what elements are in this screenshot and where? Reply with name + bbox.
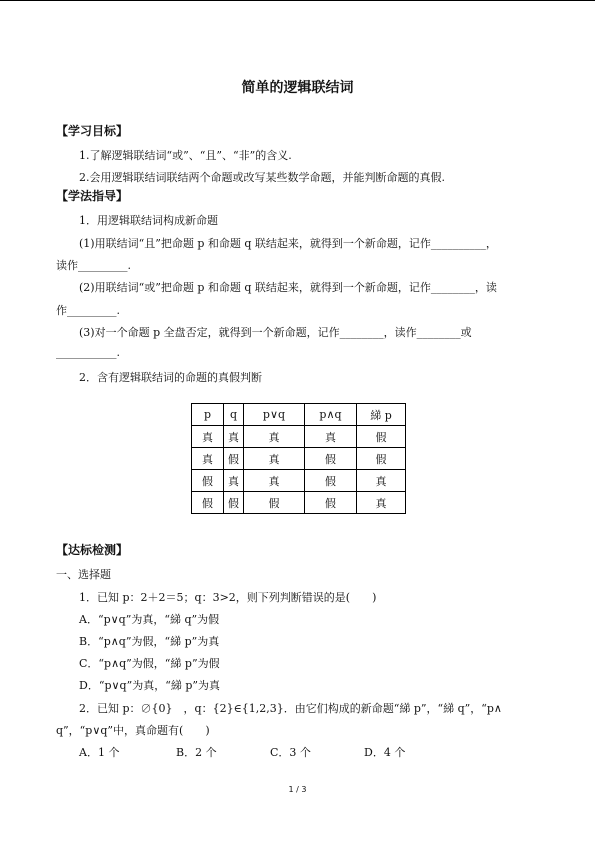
table-cell: 真 bbox=[192, 448, 224, 470]
answer-option: D．“p∨q”为真，“綈 p”为真 bbox=[79, 679, 220, 692]
guide-line: ___________. bbox=[56, 346, 120, 359]
answer-option: C．3 个 bbox=[270, 746, 311, 759]
table-cell: 真 bbox=[305, 426, 357, 448]
table-cell: 假 bbox=[357, 426, 406, 448]
guide-line: (1)用联结词“且”把命题 p 和命题 q 联结起来，就得到一个新命题，记作__________， bbox=[79, 237, 497, 250]
table-header-cell: p∧q bbox=[305, 404, 357, 426]
table-cell: 真 bbox=[192, 426, 224, 448]
table-cell: 真 bbox=[357, 492, 406, 514]
question-line: 一、选择题 bbox=[56, 568, 111, 581]
table-cell: 假 bbox=[192, 492, 224, 514]
table-cell: 真 bbox=[244, 470, 305, 492]
question-line: q”，“p∨q”中，真命题有( ) bbox=[56, 724, 210, 737]
section-heading-check: 【达标检测】 bbox=[56, 543, 129, 557]
goal-line: 2.会用逻辑联结词联结两个命题或改写某些数学命题，并能判断命题的真假. bbox=[79, 171, 445, 184]
table-cell: 真 bbox=[244, 426, 305, 448]
table-cell: 真 bbox=[224, 426, 244, 448]
table-header-cell: p bbox=[192, 404, 224, 426]
table-cell: 假 bbox=[224, 492, 244, 514]
table-header-cell: q bbox=[224, 404, 244, 426]
question-line: 1．已知 p：2＋2＝5；q：3>2，则下列判断错误的是( ) bbox=[79, 591, 377, 604]
section-heading-guide: 【学法指导】 bbox=[56, 189, 129, 203]
guide-line: 读作_________. bbox=[56, 259, 131, 272]
page-number: 1 / 3 bbox=[288, 785, 307, 794]
table-header-cell: 綈 p bbox=[357, 404, 406, 426]
table-row bbox=[192, 426, 406, 448]
table-cell: 假 bbox=[305, 470, 357, 492]
guide-line: 2．含有逻辑联结词的命题的真假判断 bbox=[79, 371, 262, 384]
table-header-row bbox=[192, 404, 406, 426]
answer-option: A．“p∨q”为真，“綈 q”为假 bbox=[79, 613, 220, 626]
question-line: 2．已知 p：∅{0} ，q：{2}∈{1,2,3}．由它们构成的新命题“綈 p”，“綈 q”，“p∧ bbox=[79, 702, 502, 715]
table-cell: 假 bbox=[357, 448, 406, 470]
answer-option: B．“p∧q”为假，“綈 p”为真 bbox=[79, 635, 220, 648]
guide-line: 1．用逻辑联结词构成新命题 bbox=[79, 214, 218, 227]
table-cell: 真 bbox=[357, 470, 406, 492]
table-row bbox=[192, 448, 406, 470]
table-cell: 假 bbox=[244, 492, 305, 514]
answer-option: A．1 个 bbox=[79, 746, 120, 759]
truth-table bbox=[191, 403, 406, 514]
answer-option: B．2 个 bbox=[176, 746, 217, 759]
table-cell: 假 bbox=[305, 492, 357, 514]
table-header-cell: p∨q bbox=[244, 404, 305, 426]
answer-option: D．4 个 bbox=[364, 746, 406, 759]
table-cell: 假 bbox=[224, 448, 244, 470]
table-cell: 假 bbox=[305, 448, 357, 470]
table-cell: 真 bbox=[244, 448, 305, 470]
table-cell: 假 bbox=[192, 470, 224, 492]
table-cell: 真 bbox=[224, 470, 244, 492]
page-title: 简单的逻辑联结词 bbox=[241, 80, 354, 96]
section-heading-goals: 【学习目标】 bbox=[56, 124, 129, 138]
answer-option: C．“p∧q”为假，“綈 p”为假 bbox=[79, 657, 220, 670]
table-row bbox=[192, 492, 406, 514]
guide-line: 作_________. bbox=[56, 304, 120, 317]
guide-line: (2)用联结词“或”把命题 p 和命题 q 联结起来，就得到一个新命题，记作________，读 bbox=[79, 281, 497, 294]
top-rule bbox=[0, 0, 595, 1]
goal-line: 1.了解逻辑联结词“或”、“且”、“非”的含义. bbox=[79, 149, 292, 162]
guide-line: (3)对一个命题 p 全盘否定，就得到一个新命题，记作________，读作________或 bbox=[79, 326, 472, 339]
table-row bbox=[192, 470, 406, 492]
